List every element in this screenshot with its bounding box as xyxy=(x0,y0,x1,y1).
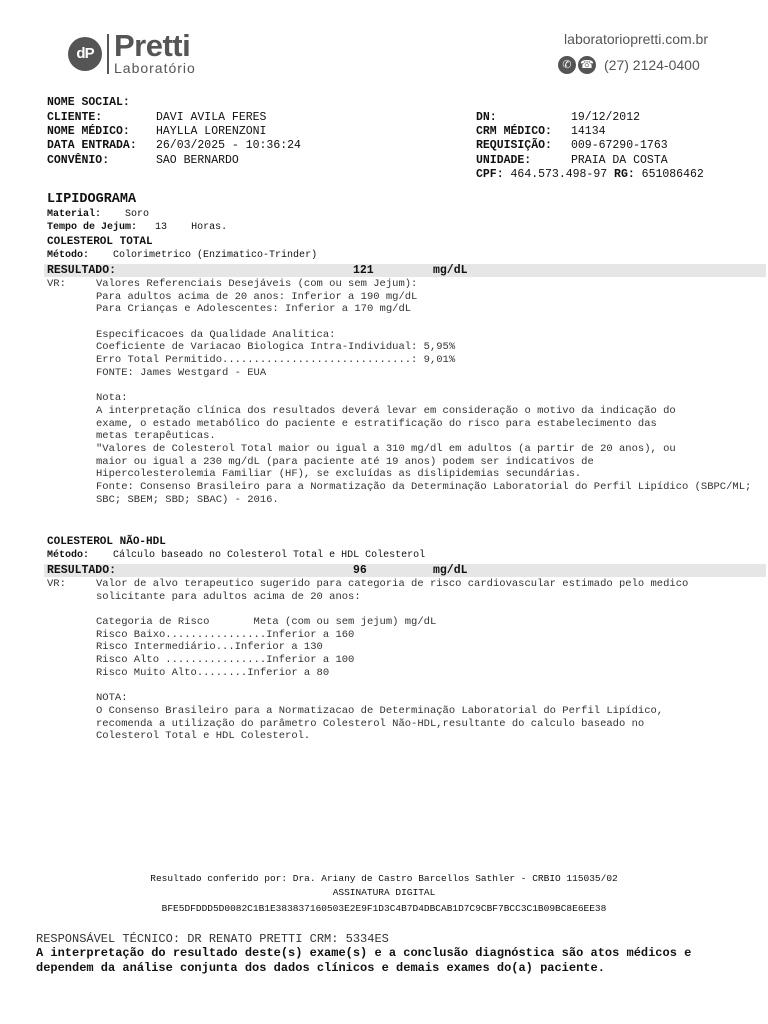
reference-line: Nota: xyxy=(96,392,128,405)
reference-line: maior ou igual a 230 mg/dL (para paciente até 19 anos) podem ser indicativos de xyxy=(96,455,594,468)
nonhdl-result-value: 96 xyxy=(353,564,367,577)
fasting-unit: Horas. xyxy=(191,222,228,233)
entry-value: 26/03/2025 - 10:36:24 xyxy=(156,139,301,152)
logo-divider xyxy=(107,34,109,74)
total-reference-text xyxy=(96,278,751,506)
reference-line: O Consenso Brasileiro para a Normatizacao de Determinação Laboratorial do Perfil Lipídico, xyxy=(96,704,664,717)
client-label: CLIENTE: xyxy=(47,111,103,124)
fasting-label: Tempo de Jejum: xyxy=(47,222,138,233)
unit-label: UNIDADE: xyxy=(476,154,532,167)
rg-label: RG: xyxy=(614,168,635,181)
cpf-label: CPF: xyxy=(476,168,504,181)
fasting-line xyxy=(47,222,227,234)
reference-line: Fonte: Consenso Brasileiro para a Normatização da Determinação Laboratorial do Perfil Lipídico (SBPC/ML; xyxy=(96,481,752,493)
reference-line: Colesterol Total e HDL Colesterol. xyxy=(96,730,311,743)
reference-line: Risco Alto ................Inferior a 100 xyxy=(96,654,355,667)
material-line xyxy=(47,209,149,221)
signature-hash: BFE5DFDDD5D0082C1B1E383837160503E2E9F1D3C4B7D4DBCAB1D7C9CBF7BCC3C1B09BC8E6EE38 xyxy=(161,903,607,914)
nonhdl-method-label: Método: xyxy=(47,550,90,561)
reference-line: FONTE: James Westgard - EUA xyxy=(96,366,267,379)
material-value: Soro xyxy=(125,209,150,220)
reference-line: NOTA: xyxy=(96,692,128,705)
contact-phone xyxy=(558,56,700,74)
reference-line: Valores Referenciais Desejáveis (com ou sem Jejum): xyxy=(96,278,418,290)
reference-line xyxy=(96,316,751,329)
insurance-label: CONVÊNIO: xyxy=(47,154,110,167)
client-value: DAVI AVILA FERES xyxy=(156,111,267,124)
reference-line: Risco Muito Alto........Inferior a 80 xyxy=(96,666,330,679)
reference-line: solicitante para adultos acima de 20 anos: xyxy=(96,590,361,603)
reference-line: recomenda a utilização do parâmetro Colesterol Não-HDL,resultante do calculo baseado no xyxy=(96,717,645,730)
reference-line: Erro Total Permitido..............................: 9,01% xyxy=(96,354,456,367)
nonhdl-title: COLESTEROL NÃO-HDL xyxy=(47,536,166,548)
doctor-label: NOME MÉDICO: xyxy=(47,125,130,138)
total-method-line xyxy=(47,250,317,262)
disclaimer-line-2: dependem da análise conjunta dos dados clínicos e demais exames do(a) paciente. xyxy=(36,961,605,975)
website-link[interactable]: laboratoriopretti.com.br xyxy=(564,31,708,47)
reference-line: Categoria de Risco Meta (com ou sem jejum) mg/dL xyxy=(96,616,437,629)
reference-line xyxy=(96,680,688,693)
total-result-label: RESULTADO: xyxy=(47,264,117,277)
disclaimer-line-1: A interpretação do resultado deste(s) exame(s) e a conclusão diagnóstica são atos médicos e xyxy=(36,946,692,960)
entry-label: DATA ENTRADA: xyxy=(47,139,137,152)
brand-logo-icon: dP xyxy=(68,37,102,71)
signature-label: ASSINATURA DIGITAL xyxy=(332,887,436,898)
nonhdl-reference-text xyxy=(96,578,688,743)
exam-title: LIPIDOGRAMA xyxy=(47,192,137,207)
reference-line: Para adultos acima de 20 anos: Inferior a 190 mg/dL xyxy=(96,290,418,303)
material-label: Material: xyxy=(47,209,102,220)
crm-value: 14134 xyxy=(571,125,606,138)
reference-line: Valor de alvo terapeutico sugerido para categoria de risco cardiovascular estimado pelo medico xyxy=(96,578,689,590)
cpf-rg-line xyxy=(476,168,704,183)
crm-label: CRM MÉDICO: xyxy=(476,125,552,138)
total-result-value: 121 xyxy=(353,264,374,277)
phone-number[interactable]: (27) 2124-0400 xyxy=(604,57,700,73)
dob-value: 19/12/2012 xyxy=(571,111,641,124)
nonhdl-result-bar xyxy=(44,564,766,577)
total-result-unit: mg/dL xyxy=(433,264,468,277)
fasting-value: 13 xyxy=(155,222,168,233)
reference-line: Risco Intermediário...Inferior a 130 xyxy=(96,641,323,654)
insurance-value: SAO BERNARDO xyxy=(156,154,239,167)
doctor-value: HAYLLA LORENZONI xyxy=(156,125,267,138)
nonhdl-method-value: Cálculo baseado no Colesterol Total e HDL Colesterol xyxy=(113,550,426,561)
reference-line: exame, o estado metabólico do paciente e estratificação do risco para estabelecimento das xyxy=(96,417,657,430)
total-method-label: Método: xyxy=(47,250,90,261)
cpf-value: 464.573.498-97 xyxy=(510,168,608,181)
total-title: COLESTEROL TOTAL xyxy=(47,236,153,248)
phone-icon: ☎ xyxy=(578,56,596,74)
unit-value: PRAIA DA COSTA xyxy=(571,154,668,167)
reference-line: Hipercolesterolemia Familiar (HF), se excluídas as dislipidemias secundárias. xyxy=(96,468,582,481)
reference-line: Risco Baixo................Inferior a 160 xyxy=(96,628,355,641)
nonhdl-vr-label: VR: xyxy=(47,578,66,590)
checked-by: Resultado conferido por: Dra. Ariany de Castro Barcellos Sathler - CRBIO 115035/02 xyxy=(150,873,618,884)
nonhdl-result-unit: mg/dL xyxy=(433,564,468,577)
total-vr-label: VR: xyxy=(47,278,66,290)
dob-label: DN: xyxy=(476,111,497,124)
reference-line: Especificacoes da Qualidade Analitica: xyxy=(96,328,336,341)
whatsapp-icon: ✆ xyxy=(558,56,576,74)
reference-line: A interpretação clínica dos resultados deverá levar em consideração o motivo da indicação do xyxy=(96,404,676,417)
total-result-bar xyxy=(44,264,766,277)
requisition-label: REQUISIÇÃO: xyxy=(476,139,552,152)
social-name-label: NOME SOCIAL: xyxy=(47,96,130,109)
nonhdl-method-line xyxy=(47,550,425,562)
nonhdl-result-label: RESULTADO: xyxy=(47,564,117,577)
reference-line: Coeficiente de Variacao Biologica Intra-Individual: 5,95% xyxy=(96,341,456,354)
responsible-technician: RESPONSÁVEL TÉCNICO: DR RENATO PRETTI CRM: 5334ES xyxy=(36,932,389,946)
reference-line xyxy=(96,603,688,616)
reference-line: "Valores de Colesterol Total maior ou igual a 310 mg/dl em adultos (a partir de 20 anos), ou xyxy=(96,442,676,455)
requisition-value: 009-67290-1763 xyxy=(571,139,668,152)
total-method-value: Colorimetrico (Enzimatico-Trinder) xyxy=(113,250,318,261)
rg-value: 651086462 xyxy=(641,168,704,181)
brand-subtitle: Laboratório xyxy=(114,60,196,76)
reference-line: Para Crianças e Adolescentes: Inferior a 170 mg/dL xyxy=(96,303,412,316)
reference-line xyxy=(96,380,751,393)
brand-name: Pretti xyxy=(114,28,191,63)
reference-line: SBC; SBEM; SBD; SBAC) - 2016. xyxy=(96,493,279,506)
reference-line: metas terapêuticas. xyxy=(96,430,216,443)
